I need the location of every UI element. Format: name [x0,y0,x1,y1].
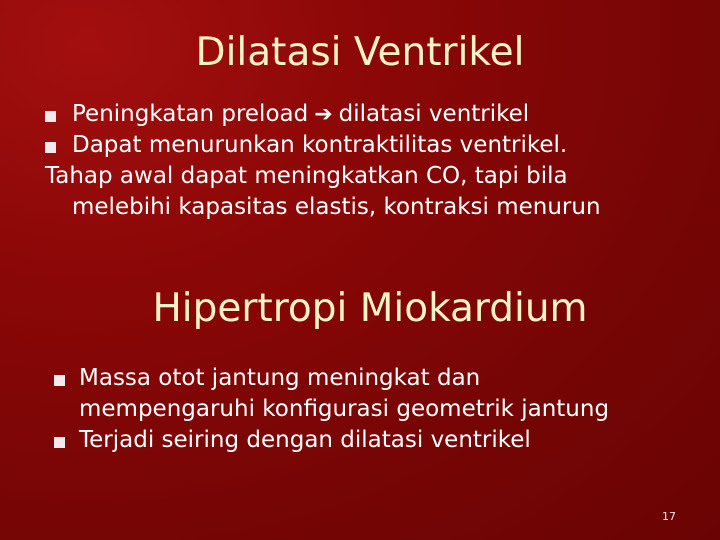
bullet-item [0,130,601,161]
bullet-item [0,425,609,456]
square-bullet-icon [54,437,65,448]
page-number: 17 [662,510,676,523]
section-hipertropi [0,363,609,456]
square-bullet-icon [54,375,65,386]
paragraph-text: Tahap awal dapat meningkatkan CO, tapi bila [45,163,568,189]
bullet-continuation [0,394,609,425]
bullet-text: dilatasi ventrikel [338,101,530,127]
bullet-text: Terjadi seiring dengan dilatasi ventrikel [79,427,531,453]
section-title: Hipertropi Miokardium [152,286,588,331]
paragraph-text: melebihi kapasitas elastis, kontraksi menurun [72,194,601,220]
bullet-item [0,363,609,394]
arrow-right-icon: ➔ [314,102,333,127]
bullet-text: Dapat menurunkan kontraktilitas ventrikel. [72,132,568,158]
square-bullet-icon [45,142,56,153]
square-bullet-icon [45,111,56,122]
paragraph-line [0,192,601,223]
bullet-item [0,99,601,130]
slide-title: Dilatasi Ventrikel [195,30,525,75]
bullet-text: mempengaruhi konfigurasi geometrik jantung [79,396,610,422]
bullet-text: Peningkatan preload [72,101,309,127]
section-dilatasi [0,99,601,223]
bullet-text: Massa otot jantung meningkat dan [79,365,481,391]
paragraph-line [0,161,601,192]
